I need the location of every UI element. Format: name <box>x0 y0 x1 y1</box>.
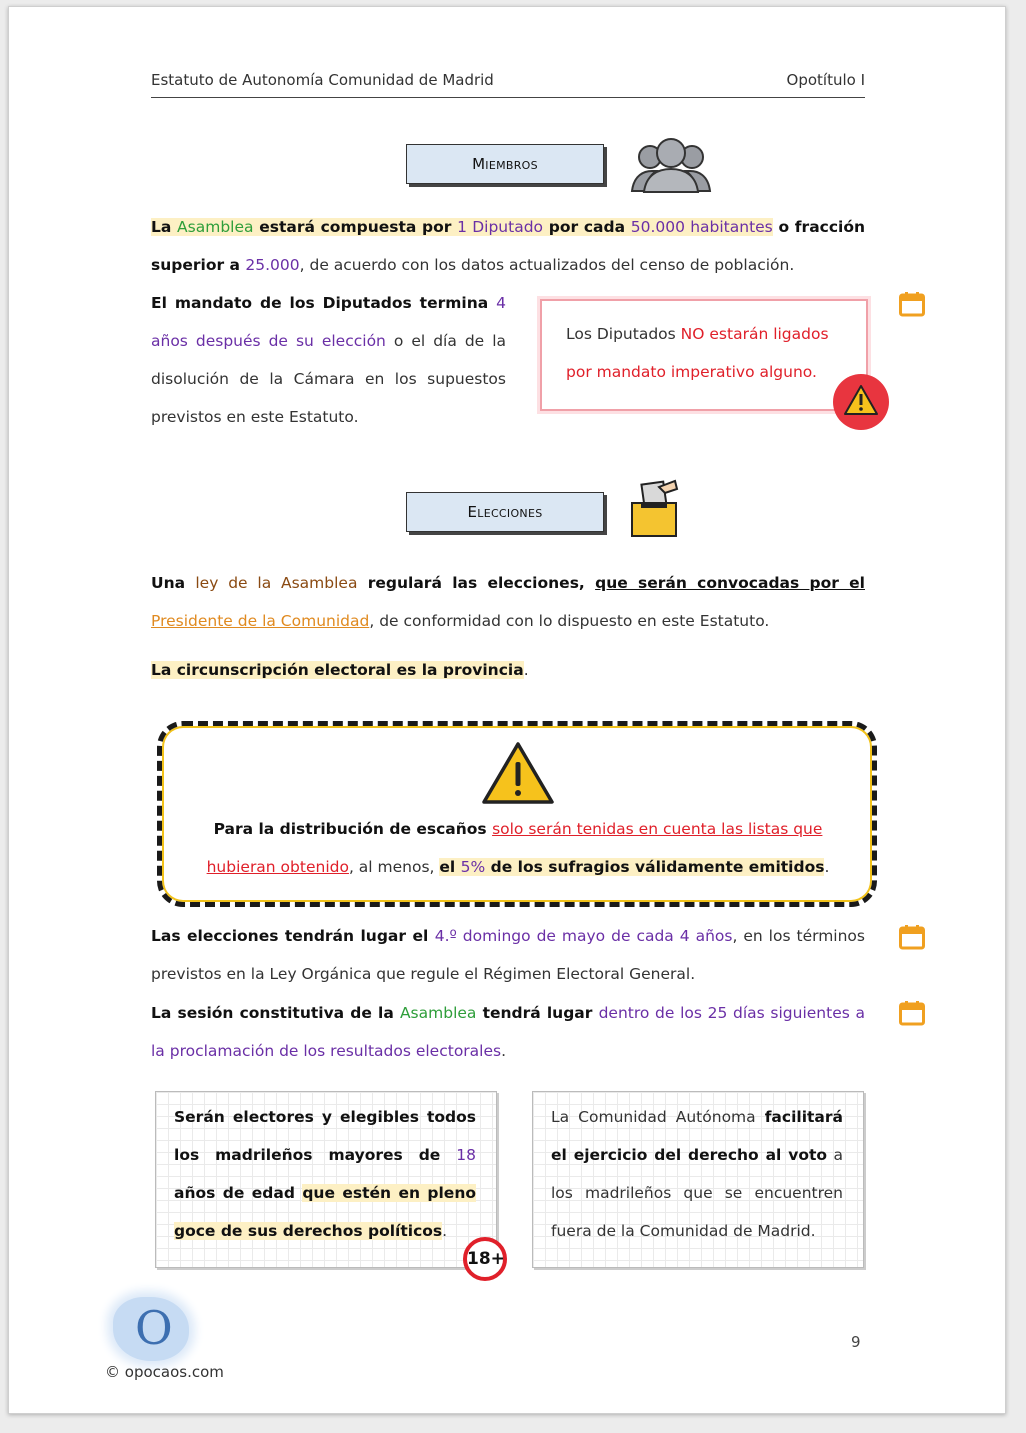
opocaos-logo: O <box>113 1297 189 1361</box>
paragraph-sesion-constitutiva: La sesión constitutiva de la Asamblea tendrá lugar dentro de los 25 días siguientes a la proclamación de los resultados electorales. <box>151 1004 865 1060</box>
header-chapter: Opotítulo I <box>786 71 865 89</box>
warning-text: Para la distribución de escaños solo serán tenidas en cuenta las listas que hubieran obtenido, al menos, el 5% de los sufragios válidamente emitidos. <box>206 820 830 876</box>
section-label-miembros: Miembros <box>406 144 604 184</box>
card-electores-text: Serán electores y elegibles todos los madrileños mayores de 18 años de edad que estén en pleno goce de sus derechos políticos. <box>174 1108 476 1240</box>
page-number: 9 <box>851 1333 861 1351</box>
paragraph-mandato: El mandato de los Diputados termina 4 años después de su elección o el día de la disolución de la Cámara en los supuestos previstos en este Estatuto. <box>151 294 506 426</box>
paragraph-composicion: La Asamblea estará compuesta por 1 Diputado por cada 50.000 habitantes o fracción superior a 25.000, de acuerdo con los datos actualizados del censo de población. <box>151 218 866 274</box>
section-label-elecciones: Elecciones <box>406 492 604 532</box>
warning-box-escanos <box>157 721 877 907</box>
calendar-icon <box>899 291 925 317</box>
note-text: Los Diputados NO estarán ligados por mandato imperativo alguno. <box>566 325 829 381</box>
card-voto-exterior-text: La Comunidad Autónoma facilitará el ejercicio del derecho al voto a los madrileños que se encuentren fuera de la Comunidad de Madrid. <box>551 1108 843 1240</box>
warning-icon <box>833 374 889 430</box>
copyright: © opocaos.com <box>105 1363 224 1381</box>
document-page <box>8 6 1006 1414</box>
warning-icon <box>480 740 556 806</box>
paragraph-circunscripcion: La circunscripción electoral es la provincia. <box>151 661 529 679</box>
card-voto-exterior <box>532 1091 864 1268</box>
calendar-icon <box>899 1000 925 1026</box>
card-electores <box>155 1091 497 1268</box>
text-asamblea: Asamblea <box>177 218 254 236</box>
header-title: Estatuto de Autonomía Comunidad de Madrid <box>151 71 494 89</box>
paragraph-fecha-elecciones: Las elecciones tendrán lugar el 4.º domingo de mayo de cada 4 años, en los términos previstos en la Ley Orgánica que regule el Régimen Electoral General. <box>151 927 865 983</box>
ballot-box-icon <box>629 477 681 539</box>
calendar-icon <box>899 924 925 950</box>
paragraph-ley-asamblea: Una ley de la Asamblea regulará las elecciones, que serán convocadas por el Presidente de la Comunidad, de conformidad con lo dispuesto en este Estatuto. <box>151 574 865 630</box>
people-icon <box>626 135 716 193</box>
age-restriction-icon: 18+ <box>463 1237 507 1281</box>
page-header <box>151 69 865 98</box>
note-box-mandato-imperativo <box>540 299 868 411</box>
